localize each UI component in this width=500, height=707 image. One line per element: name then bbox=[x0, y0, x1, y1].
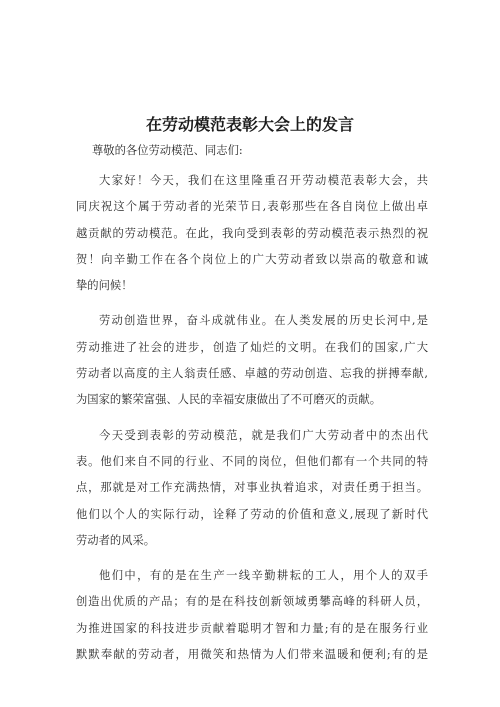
paragraph-line: 他们以个人的实际行动，诠释了劳动的价值和意义,展现了新时代 bbox=[76, 507, 428, 521]
paragraph-line: 越贡献的劳动模范。在此，我向受到表彰的劳动模范表示热烈的祝 bbox=[76, 226, 428, 240]
paragraph-2 bbox=[76, 308, 428, 413]
paragraph-line: 同庆祝这个属于劳动者的光荣节日,表彰那些在各自岗位上做出卓 bbox=[76, 200, 428, 214]
paragraph-line: 今天受到表彰的劳动模范，就是我们广大劳动者中的杰出代 bbox=[99, 428, 428, 442]
paragraph-line: 点，那就是对工作充满热情，对事业执着追求，对责任勇于担当。 bbox=[76, 481, 428, 495]
document-body bbox=[76, 142, 428, 677]
paragraph-line: 大家好！今天，我们在这里隆重召开劳动模范表彰大会，共 bbox=[99, 174, 428, 187]
paragraph-line: 创造出优质的产品；有的是在科技创新领域勇攀高峰的科研人员， bbox=[76, 595, 428, 609]
paragraph-line: 劳动者的风采。 bbox=[76, 533, 156, 547]
paragraph-line: 挚的问候！ bbox=[76, 279, 133, 293]
paragraph-line: 劳动推进了社会的进步，创造了灿烂的文明。在我们的国家,广大 bbox=[76, 340, 428, 354]
paragraph-1 bbox=[76, 168, 428, 299]
paragraph-line: 为国家的繁荣富强、人民的幸福安康做出了不可磨灭的贡献。 bbox=[76, 393, 382, 407]
paragraph-line: 默默奉献的劳动者，用微笑和热情为人们带来温暖和便利;有的是 bbox=[76, 648, 428, 662]
paragraph-line: 劳动创造世界，奋斗成就伟业。在人类发展的历史长河中,是 bbox=[99, 314, 428, 328]
paragraph-3 bbox=[76, 423, 428, 554]
paragraph-4 bbox=[76, 563, 428, 668]
paragraph-line: 为推进国家的科技进步贡献着聪明才智和力量;有的是在服务行业 bbox=[76, 621, 428, 635]
paragraph-line: 他们中，有的是在生产一线辛勤耕耘的工人，用个人的双手 bbox=[99, 569, 428, 583]
paragraph-line: 表。他们来自不同的行业、不同的岗位，但他们都有一个共同的特 bbox=[76, 454, 428, 468]
document-title: 在劳动模范表彰大会上的发言 bbox=[145, 115, 354, 134]
salutation: 尊敬的各位劳动模范、同志们: bbox=[92, 144, 243, 157]
paragraph-line: 劳动者以高度的主人翁责任感、卓越的劳动创造、忘我的拼搏奉献, bbox=[76, 367, 428, 381]
paragraph-line: 贺！向辛勤工作在各个岗位上的广大劳动者致以崇高的敬意和诚 bbox=[76, 252, 428, 266]
